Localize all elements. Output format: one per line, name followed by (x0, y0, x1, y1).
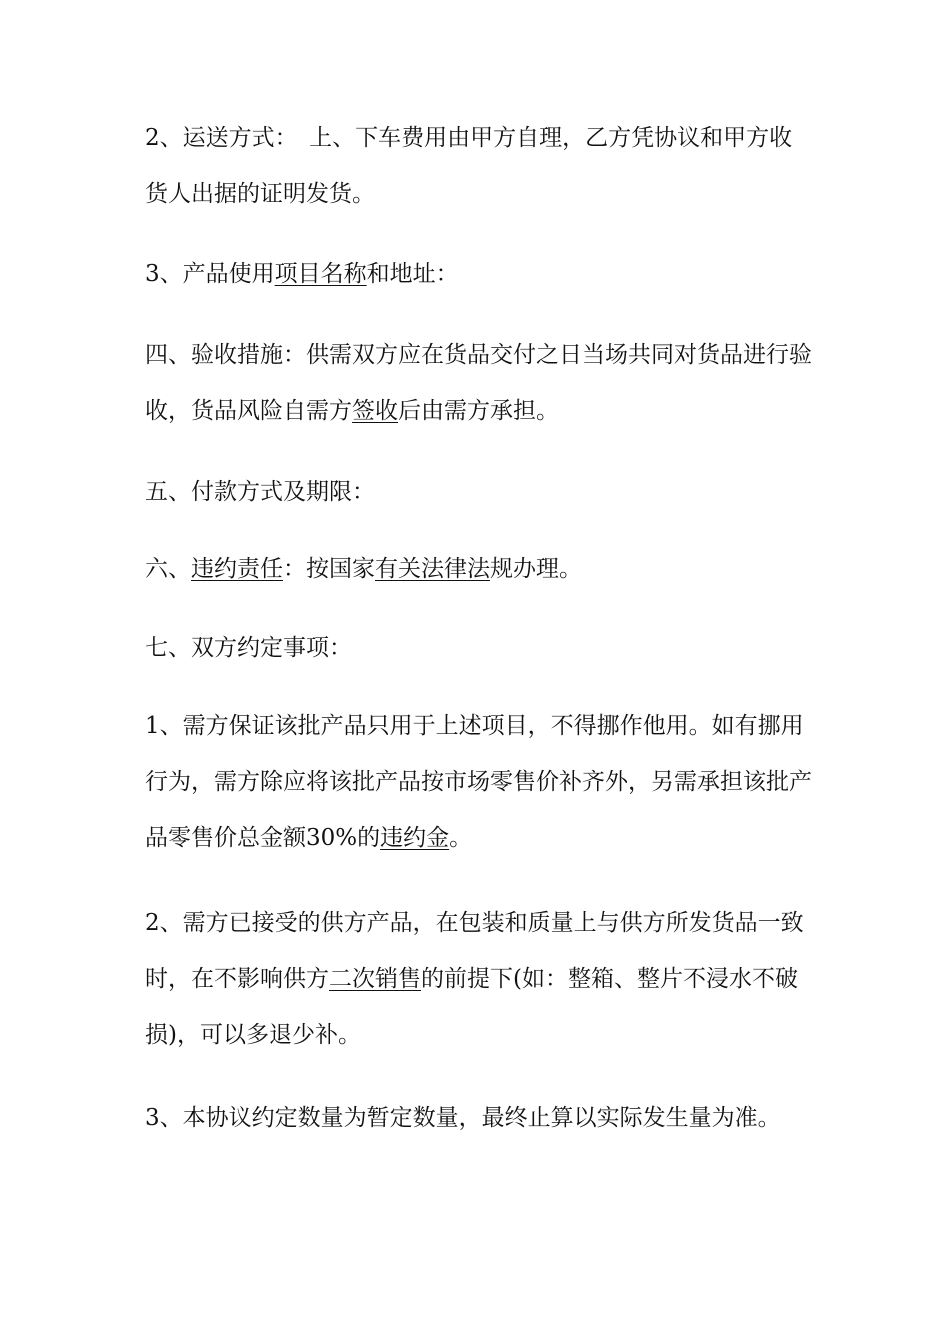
text: 。 (449, 825, 473, 851)
paragraph-returns (145, 895, 815, 1063)
text: 2、运送方式： 上、下车费用由甲方自理，乙方凭协议和甲方收货人出据的证明发货。 (145, 125, 793, 207)
underlined-term: 违约责任 (191, 556, 283, 582)
paragraph-quantity (145, 1090, 815, 1146)
text: 七、双方约定事项： (145, 635, 352, 661)
text: ：按国家 (283, 556, 375, 582)
underlined-term: 二次销售 (329, 966, 421, 992)
paragraph-agreed-matters (145, 620, 815, 676)
text: 四、验收措施：供需双方应在货品交付之日当场共同对货品进行验收，货品风险自需方 (145, 342, 812, 424)
text: 3、本协议约定数量为暂定数量，最终止算以实际发生量为准。 (145, 1105, 781, 1131)
underlined-term: 违约金 (380, 825, 450, 851)
text: 六、 (145, 556, 191, 582)
text: 后由需方承担。 (398, 398, 559, 424)
underlined-term: 项目名称 (274, 261, 367, 287)
text: 规办理。 (490, 556, 582, 582)
paragraph-acceptance-measures (145, 327, 815, 439)
text: 2、需方已接受的供方产品，在包装和质量上与供方所发货品一致时，在不影响供方 (145, 910, 804, 992)
underlined-term: 有关法律法 (375, 556, 490, 582)
paragraph-payment-terms (145, 464, 815, 520)
text: 和地址： (366, 261, 459, 287)
paragraph-usage-guarantee (145, 698, 815, 866)
text: 3、产品使用 (145, 261, 275, 287)
paragraph-breach-liability (145, 541, 815, 597)
text: 五、付款方式及期限： (145, 479, 375, 505)
text: 1、需方保证该批产品只用于上述项目，不得挪作他用。如有挪用行为，需方除应将该批产品按市场零售价补齐外，另需承担该批产品零售价总金额30%的 (145, 713, 812, 851)
paragraph-product-usage (145, 246, 815, 302)
paragraph-shipping-method (145, 110, 815, 222)
text: 的前提下(如：整箱、整片不浸水不破损)，可以多退少补。 (145, 966, 798, 1048)
underlined-term: 签收 (352, 398, 398, 424)
